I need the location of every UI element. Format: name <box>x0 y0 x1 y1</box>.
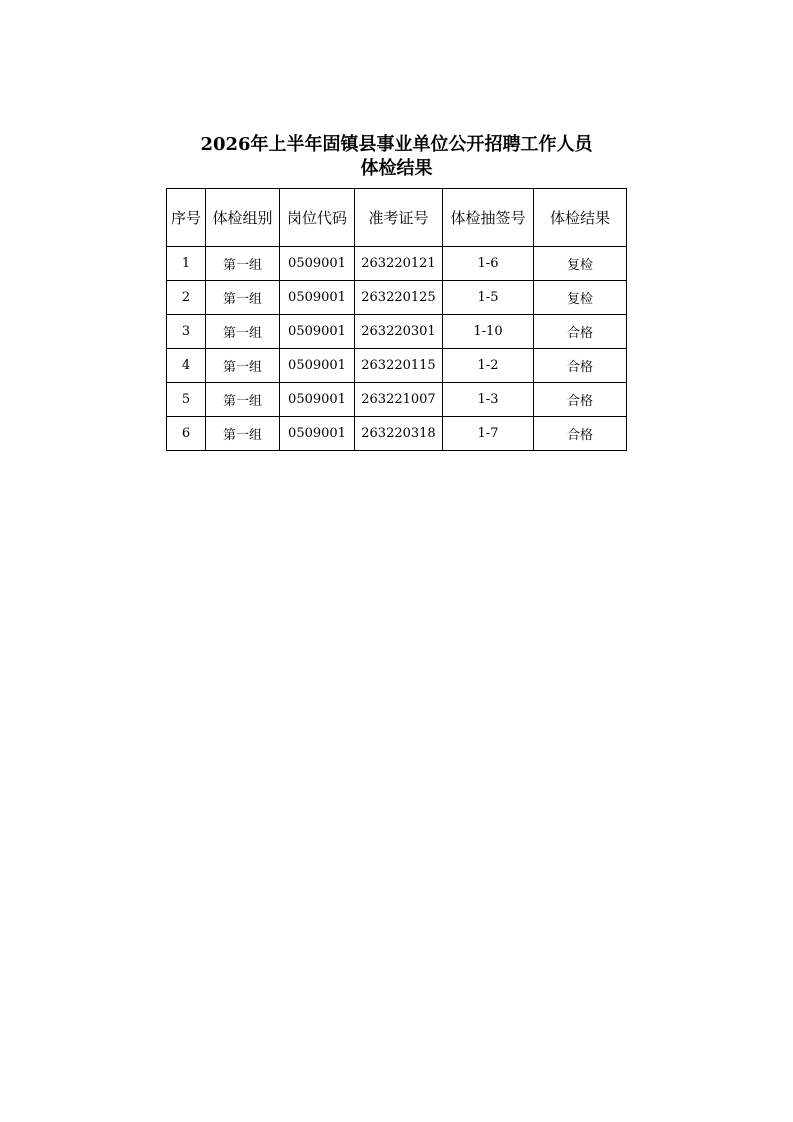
title-line-2: 体检结果 <box>360 158 433 179</box>
cell-exam-result: 合格 <box>534 315 627 349</box>
header-row <box>167 189 627 247</box>
cell-exam-group: 第一组 <box>206 417 280 451</box>
cell-position-code: 0509001 <box>280 349 355 383</box>
cell-exam-result: 合格 <box>534 383 627 417</box>
cell-exam-group: 第一组 <box>206 349 280 383</box>
cell-draw-number: 1-10 <box>443 315 534 349</box>
cell-serial-number: 4 <box>167 349 206 383</box>
cell-serial-number: 2 <box>167 281 206 315</box>
cell-exam-result: 合格 <box>534 349 627 383</box>
title-line-1: 2026年上半年固镇县事业单位公开招聘工作人员 <box>200 134 593 155</box>
cell-position-code: 0509001 <box>280 383 355 417</box>
table-row <box>167 383 627 417</box>
table-header <box>167 189 627 247</box>
table-row <box>167 417 627 451</box>
header-admission-ticket: 准考证号 <box>355 189 443 247</box>
header-position-code: 岗位代码 <box>280 189 355 247</box>
cell-position-code: 0509001 <box>280 315 355 349</box>
header-serial-number: 序号 <box>167 189 206 247</box>
cell-draw-number: 1-5 <box>443 281 534 315</box>
table-row <box>167 247 627 281</box>
cell-admission-ticket: 263221007 <box>355 383 443 417</box>
cell-exam-group: 第一组 <box>206 281 280 315</box>
cell-exam-group: 第一组 <box>206 315 280 349</box>
cell-draw-number: 1-7 <box>443 417 534 451</box>
cell-exam-result: 合格 <box>534 417 627 451</box>
cell-draw-number: 1-6 <box>443 247 534 281</box>
cell-position-code: 0509001 <box>280 281 355 315</box>
cell-serial-number: 6 <box>167 417 206 451</box>
table-row <box>167 315 627 349</box>
cell-serial-number: 1 <box>167 247 206 281</box>
cell-draw-number: 1-2 <box>443 349 534 383</box>
cell-admission-ticket: 263220121 <box>355 247 443 281</box>
cell-draw-number: 1-3 <box>443 383 534 417</box>
table-body <box>167 247 627 451</box>
cell-exam-result: 复检 <box>534 281 627 315</box>
cell-exam-group: 第一组 <box>206 247 280 281</box>
cell-admission-ticket: 263220115 <box>355 349 443 383</box>
table-row <box>167 281 627 315</box>
cell-position-code: 0509001 <box>280 417 355 451</box>
document-title <box>0 133 793 181</box>
cell-exam-result: 复检 <box>534 247 627 281</box>
header-exam-group: 体检组别 <box>206 189 280 247</box>
cell-admission-ticket: 263220318 <box>355 417 443 451</box>
cell-position-code: 0509001 <box>280 247 355 281</box>
results-table <box>166 188 627 451</box>
cell-admission-ticket: 263220125 <box>355 281 443 315</box>
header-exam-result: 体检结果 <box>534 189 627 247</box>
cell-admission-ticket: 263220301 <box>355 315 443 349</box>
cell-serial-number: 3 <box>167 315 206 349</box>
table-row <box>167 349 627 383</box>
cell-serial-number: 5 <box>167 383 206 417</box>
cell-exam-group: 第一组 <box>206 383 280 417</box>
header-draw-number: 体检抽签号 <box>443 189 534 247</box>
